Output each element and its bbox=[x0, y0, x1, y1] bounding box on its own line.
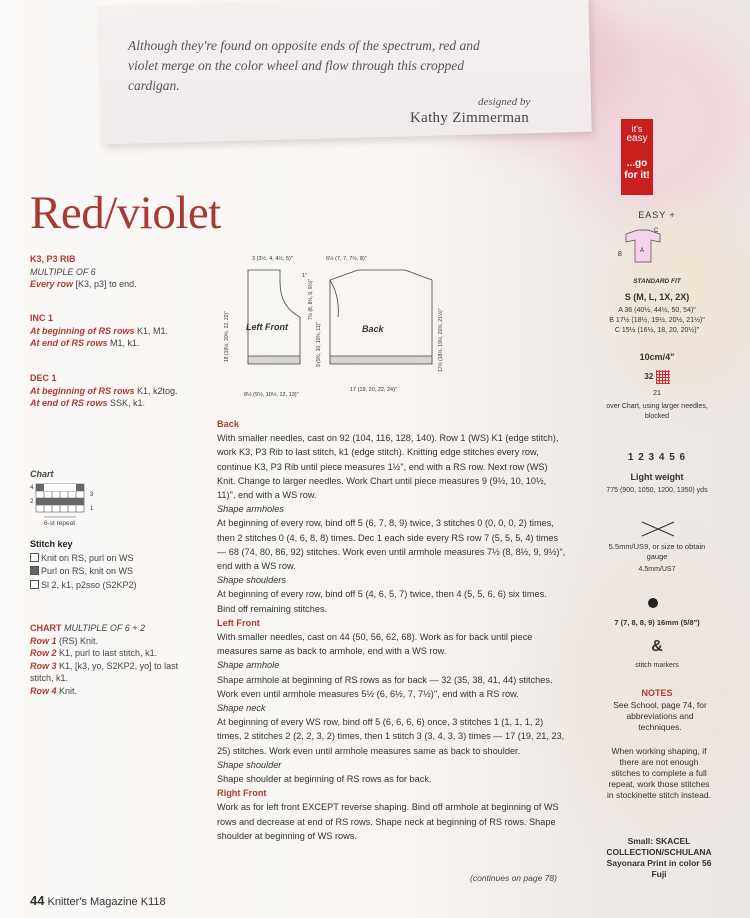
gauge-swatch bbox=[598, 370, 716, 384]
dim-top-right: 6½ (7, 7, 7½, 8)" bbox=[326, 256, 367, 262]
chart-title: Chart bbox=[30, 469, 54, 479]
sizes: S (M, L, 1X, 2X) bbox=[624, 292, 690, 302]
size-a: A 36 (40½, 44½, 50, 54)" bbox=[618, 307, 696, 314]
chart-pattern-section bbox=[30, 622, 180, 697]
dec1-l2-text: SSK, k1. bbox=[110, 398, 146, 408]
chart-row-3: 3 bbox=[90, 491, 94, 498]
buttons: 7 (7, 8, 8, 9) 16mm (5/8") bbox=[614, 618, 700, 627]
page-title: Red/violet bbox=[30, 187, 221, 239]
back-title: Back bbox=[217, 419, 239, 429]
cardigan-fit-diagram bbox=[618, 226, 668, 270]
chart-row1-label: Row 1 bbox=[30, 635, 57, 646]
k3p3-row-label: Every row bbox=[30, 279, 74, 289]
magazine-name: Knitter's Magazine bbox=[47, 896, 138, 908]
inc1-title: INC 1 bbox=[30, 313, 54, 323]
right-front-paragraph: Work as for left front EXCEPT reverse shaping. Bind off armhole at beginning of WS rows and decrease at end of RS rows. Shape neck at beginning of RS rows. Shape shoulder at beginning of WS rows. bbox=[217, 802, 559, 841]
lf-shoulder-title: Shape shoulder bbox=[217, 759, 282, 770]
intro-quote: Although they're found on opposite ends of the spectrum, red and violet merge on the color wheel and flow through this cropped cardigan. bbox=[128, 38, 480, 93]
yarn-credit bbox=[600, 836, 718, 880]
chart-repeat-label: 6-st repeat bbox=[44, 520, 76, 527]
dim-side-left: 18 (19½, 20½, 22, 22)" bbox=[224, 311, 230, 362]
neck-paragraph: At beginning of every WS row, bind off 5 (6, 6, 6, 6) once, 3 stitches 1 (1, 1, 1, 2) times, 2 stitches 2 (2, 2, 3, 2) times, then 1 stitch 3 (3, 4, 3, 3) times — 17 (19, 21, 23, 25) stitches. Work even until armhole measures same as back to shoulder. bbox=[217, 717, 565, 756]
chart-row-2: 2 bbox=[30, 498, 34, 505]
chart-row3-label: Row 3 bbox=[30, 660, 57, 671]
k3p3-section bbox=[30, 253, 180, 291]
left-front-title: Left Front bbox=[217, 617, 260, 628]
page-number: 44 bbox=[30, 893, 45, 908]
notes-2: When working shaping, if there are not enough stitches to complete a full repeat, work those stitches in stockinette stitch instead. bbox=[607, 746, 711, 800]
needles-size-2: 4.5mm/US7 bbox=[638, 566, 676, 573]
badge-line-3: ...go bbox=[626, 158, 648, 169]
back-outline bbox=[330, 270, 432, 364]
dec1-title: DEC 1 bbox=[30, 373, 57, 383]
back-paragraph: With smaller needles, cast on 92 (104, 116, 128, 140). Row 1 (WS) K1 (edge stitch), work K3, P3 Rib to last stitch, k1 (edge stitch). Knitting edge stitches every row, continue K3, P3 Rib until piece measures 1½", end with a RS row. Next row (WS) Knit. Change to larger needles. Work Chart until piece measures 9 (9½, 10, 10½, 11)", end with a WS row. bbox=[217, 433, 559, 501]
markers: stitch markers bbox=[635, 662, 679, 669]
fit-label: STANDARD FIT bbox=[633, 278, 681, 285]
inc1-l2-text: M1, k1. bbox=[110, 338, 140, 348]
garment-schematic bbox=[210, 252, 455, 402]
dim-right-height: 17½ (18½, 19½, 20½, 21½)" bbox=[438, 308, 444, 372]
purl-symbol-icon bbox=[30, 566, 39, 575]
yarn-weight-scale: 1 2 3 4 5 6 bbox=[627, 452, 687, 463]
designed-by-label: designed by bbox=[478, 96, 531, 108]
left-front-label: Left Front bbox=[246, 322, 288, 332]
inc1-l1-text: K1, M1. bbox=[137, 325, 169, 336]
dim-top-left: 3 (3½, 4, 4½, 5)" bbox=[252, 256, 293, 262]
dec1-l2-label: At end of RS rows bbox=[30, 398, 108, 408]
footer bbox=[30, 893, 166, 908]
chart-row1-text: (RS) Knit. bbox=[59, 635, 99, 646]
stitch-key-purl: Purl on RS, knit on WS bbox=[41, 566, 134, 576]
neck-title: Shape neck bbox=[217, 703, 266, 714]
armholes-paragraph: At beginning of every row, bind off 5 (6, 7, 8, 9) twice, 3 stitches 0 (0, 0, 0, 2) times, then 2 stitches 0 (4, 6, 8, 8) times. Dec 1 each side every RS row 7 (5, 5, 5, 4) times — 68 (74, 80, 86, 92) stitches. Work even until armhole measures 7½ (8, 8½, 9, 9½)", end with a WS row. bbox=[217, 518, 566, 572]
chart-row-1: 1 bbox=[90, 505, 94, 512]
gauge-heading: 10cm/4" bbox=[639, 352, 675, 362]
chart-row2-text: K1, purl to last stitch, k1. bbox=[59, 648, 158, 658]
fit-label-a: A bbox=[640, 248, 645, 254]
easy-badge bbox=[621, 119, 653, 195]
yarn-name: Sayonara Print in color 56 Fuji bbox=[606, 858, 712, 879]
dim-front-width: 8½ (9½, 10½, 12, 13)" bbox=[244, 392, 299, 398]
size-measures bbox=[598, 306, 716, 336]
yarn-weight-label: Light weight bbox=[630, 472, 684, 482]
dec1-section bbox=[30, 372, 180, 410]
ampersand-icon: & bbox=[651, 638, 663, 655]
chart-row4-label: Row 4 bbox=[30, 685, 57, 696]
dim-back-width: 17 (19, 20, 22, 24)" bbox=[350, 387, 397, 393]
gauge-stitches: 21 bbox=[653, 390, 661, 397]
dim-back-height: 9 (9½, 10, 10½, 11)" bbox=[316, 321, 322, 367]
designer-name: Kathy Zimmerman bbox=[410, 110, 530, 126]
badge-line-2: easy bbox=[626, 133, 648, 144]
inc1-l2-label: At end of RS rows bbox=[30, 338, 108, 348]
back-label: Back bbox=[362, 324, 384, 334]
k3p3-row-text: [K3, p3] to end. bbox=[75, 279, 137, 289]
pattern-instructions bbox=[217, 417, 567, 843]
dim-armhole-left: 7½ (8, 8½, 9, 9½)" bbox=[308, 278, 314, 320]
armholes-title: Shape armholes bbox=[217, 504, 284, 515]
fit-label-b: B bbox=[618, 252, 623, 258]
lf-shoulder-paragraph: Shape shoulder at beginning of RS rows as for back. bbox=[217, 774, 432, 785]
yardage: 775 (900, 1050, 1200, 1350) yds bbox=[606, 487, 708, 494]
chart-row3-text: K1, [k3, yo, S2KP2, yo] to last stitch, k1. bbox=[30, 660, 179, 683]
shoulders-paragraph: At beginning of every row, bind off 5 (4, 6, 5, 7) twice, then 4 (5, 5, 6, 6) six times. Bind off remaining stitches. bbox=[217, 589, 547, 614]
left-front-paragraph: With smaller needles, cast on 44 (50, 56, 62, 68). Work as for back until piece measures same as back to armhole, end with a WS row. bbox=[217, 632, 533, 657]
dim-one-inch: 1" bbox=[302, 273, 308, 279]
k3p3-multiple: MULTIPLE OF 6 bbox=[30, 266, 96, 277]
shoulders-title: Shape shoulders bbox=[217, 575, 286, 586]
lf-armhole-paragraph: Shape armhole at beginning of RS rows as for back — 32 (35, 38, 41, 44) stitches. Work even until armhole measures 5½ (6, 6½, 7, 7½)", end with a RS row. bbox=[217, 674, 553, 699]
badge-line-4: for it! bbox=[624, 170, 650, 181]
knitting-chart bbox=[30, 481, 100, 521]
continues-note: (continues on page 78) bbox=[470, 873, 557, 883]
issue-number: K118 bbox=[140, 896, 166, 908]
gauge-rows: 32 bbox=[644, 372, 654, 382]
yarn-brand: Small: SKACEL COLLECTION/SCHULANA bbox=[606, 836, 712, 857]
button-icon bbox=[648, 598, 658, 608]
dec1-l1-text: K1, k2tog. bbox=[137, 385, 178, 396]
size-c: C 15½ (16½, 18, 20, 20½)" bbox=[614, 327, 700, 334]
skill-level: EASY + bbox=[638, 210, 676, 220]
needles-size: 5.5mm/US9, or size to obtain gauge bbox=[608, 542, 706, 561]
size-b: B 17½ (18½, 19½, 20½, 21½)" bbox=[609, 317, 705, 324]
notes-1: See School, page 74, for abbreviations and techniques. bbox=[613, 700, 707, 732]
decrease-symbol-icon bbox=[30, 580, 39, 589]
k3p3-title: K3, P3 RIB bbox=[30, 254, 76, 264]
fit-label-c: C bbox=[654, 228, 659, 234]
dec1-l1-label: At beginning of RS rows bbox=[30, 385, 135, 396]
chart-row2-label: Row 2 bbox=[30, 648, 57, 658]
stitch-key-knit: Knit on RS, purl on WS bbox=[41, 552, 134, 563]
inc1-l1-label: At beginning of RS rows bbox=[30, 325, 135, 336]
needles-icon bbox=[640, 518, 676, 540]
stitch-key-s2kp2: Sl 2, k1, p2sso (S2KP2) bbox=[41, 579, 137, 590]
chart-pattern-title: CHART bbox=[30, 623, 62, 633]
chart-row4-text: Knit. bbox=[59, 685, 78, 696]
notes-title: NOTES bbox=[641, 688, 673, 698]
gauge-note: over Chart, using larger needles, blocked bbox=[606, 403, 708, 420]
left-front-outline bbox=[248, 270, 300, 364]
right-front-title: Right Front bbox=[217, 788, 267, 799]
chart-section bbox=[30, 468, 180, 531]
lf-armhole-title: Shape armhole bbox=[217, 660, 280, 671]
chart-row-4: 4 bbox=[30, 484, 34, 491]
stitch-key bbox=[30, 538, 180, 592]
chart-pattern-multiple: MULTIPLE OF 6 + 2 bbox=[64, 623, 145, 633]
knit-symbol-icon bbox=[30, 553, 39, 562]
inc1-section bbox=[30, 312, 180, 350]
badge-line-1: it's bbox=[631, 124, 643, 134]
stitch-key-title: Stitch key bbox=[30, 539, 73, 549]
gauge-swatch-icon bbox=[656, 370, 670, 384]
